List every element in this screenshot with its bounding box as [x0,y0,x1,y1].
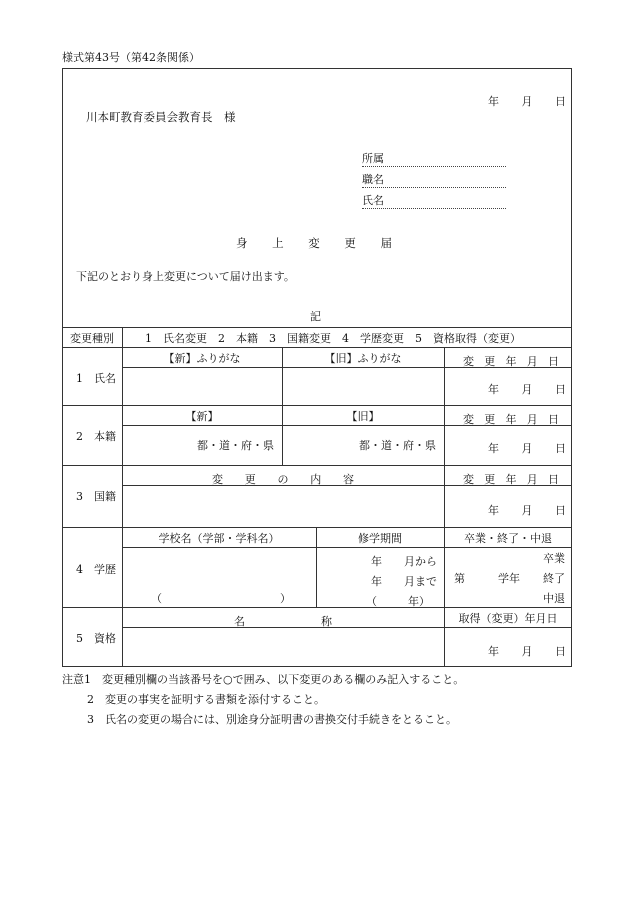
rule [62,347,572,348]
school-paren-close: ） [280,592,291,605]
study-to[interactable]: 年 月まで [371,575,437,588]
status-withdrawn[interactable]: 中退 [543,592,565,605]
ki-label: 記 [310,310,321,323]
nationality-row-label: 3 国籍 [76,490,116,503]
change-type-label: 変更種別 [70,332,114,345]
rule [62,607,572,608]
old-domicile-label: 【旧】 [346,410,380,423]
new-domicile-label: 【新】 [185,410,219,423]
intro-text: 下記のとおり身上変更について届け出ます。 [76,270,295,283]
school-name-label: 学校名（学部・学科名） [158,532,280,545]
qualification-name-header: 名 称 [234,615,332,628]
change-type-options[interactable]: 1 氏名変更 2 本籍 3 国籍変更 4 学歴変更 5 資格取得（変更） [145,332,521,345]
qualification-date[interactable]: 年 月 日 [488,645,566,658]
change-content-header: 変 更 の 内 容 [212,473,354,486]
job-title-label: 職名 [362,173,384,186]
change-date-header: 変 更 年 月 日 [463,413,559,426]
submission-date[interactable] [488,93,566,109]
change-date-header: 変 更 年 月 日 [463,355,559,368]
year-label: 年 [488,95,499,108]
education-row-label: 4 学歴 [76,563,116,576]
rule [62,527,572,528]
note-1: 注意1 変更種別欄の当該番号を○で囲み、以下変更のある欄のみ記入すること。 [62,673,465,686]
affiliation-field[interactable] [362,166,506,167]
qualification-name-field[interactable] [123,628,443,666]
change-date-header: 変 更 年 月 日 [463,473,559,486]
name-field[interactable] [362,208,506,209]
status-graduated[interactable]: 卒業 [543,552,565,565]
note-2: 2 変更の事実を証明する書類を添付すること。 [87,693,325,706]
rule [62,327,572,328]
nationality-change-date[interactable]: 年 月 日 [488,504,566,517]
old-furigana-label: 【旧】ふりがな [324,352,402,365]
day-label: 日 [555,95,566,108]
grade-prefix: 第 [454,572,465,585]
new-domicile-field[interactable]: 都・道・府・県 [197,439,274,452]
note-3: 3 氏名の変更の場合には、別途身分証明書の書換交付手続きをとること。 [87,713,457,726]
domicile-row-label: 2 本籍 [76,430,116,443]
status-completed[interactable]: 終了 [543,572,565,585]
acquired-date-header: 取得（変更）年月日 [458,612,558,625]
new-furigana-label: 【新】ふりがな [163,352,241,365]
study-from[interactable]: 年 月から [371,555,437,568]
form-number: 様式第43号（第42条関係） [62,51,200,64]
rule [62,465,572,466]
graduation-status-label: 卒業・終了・中退 [464,532,552,545]
affiliation-label: 所属 [362,152,384,165]
study-years[interactable]: （ 年） [366,595,430,608]
name-label: 氏名 [362,194,384,207]
nationality-content-field[interactable] [123,486,443,526]
name-row-label: 1 氏名 [76,372,116,385]
domicile-change-date[interactable]: 年 月 日 [488,442,566,455]
old-name-field[interactable] [283,368,443,404]
addressee: 川本町教育委員会教育長 様 [86,110,236,124]
month-label: 月 [521,95,533,108]
rule [62,405,572,406]
study-period-label: 修学期間 [358,532,402,545]
rule [282,347,283,465]
school-paren-open: （ [151,592,162,605]
name-change-date[interactable]: 年 月 日 [488,383,566,396]
new-name-field[interactable] [123,368,281,404]
job-title-field[interactable] [362,187,506,188]
grade-suffix[interactable]: 学年 [498,572,520,585]
form-title: 身 上 変 更 届 [236,236,392,250]
old-domicile-field[interactable]: 都・道・府・県 [359,439,436,452]
qualification-row-label: 5 資格 [76,632,116,645]
